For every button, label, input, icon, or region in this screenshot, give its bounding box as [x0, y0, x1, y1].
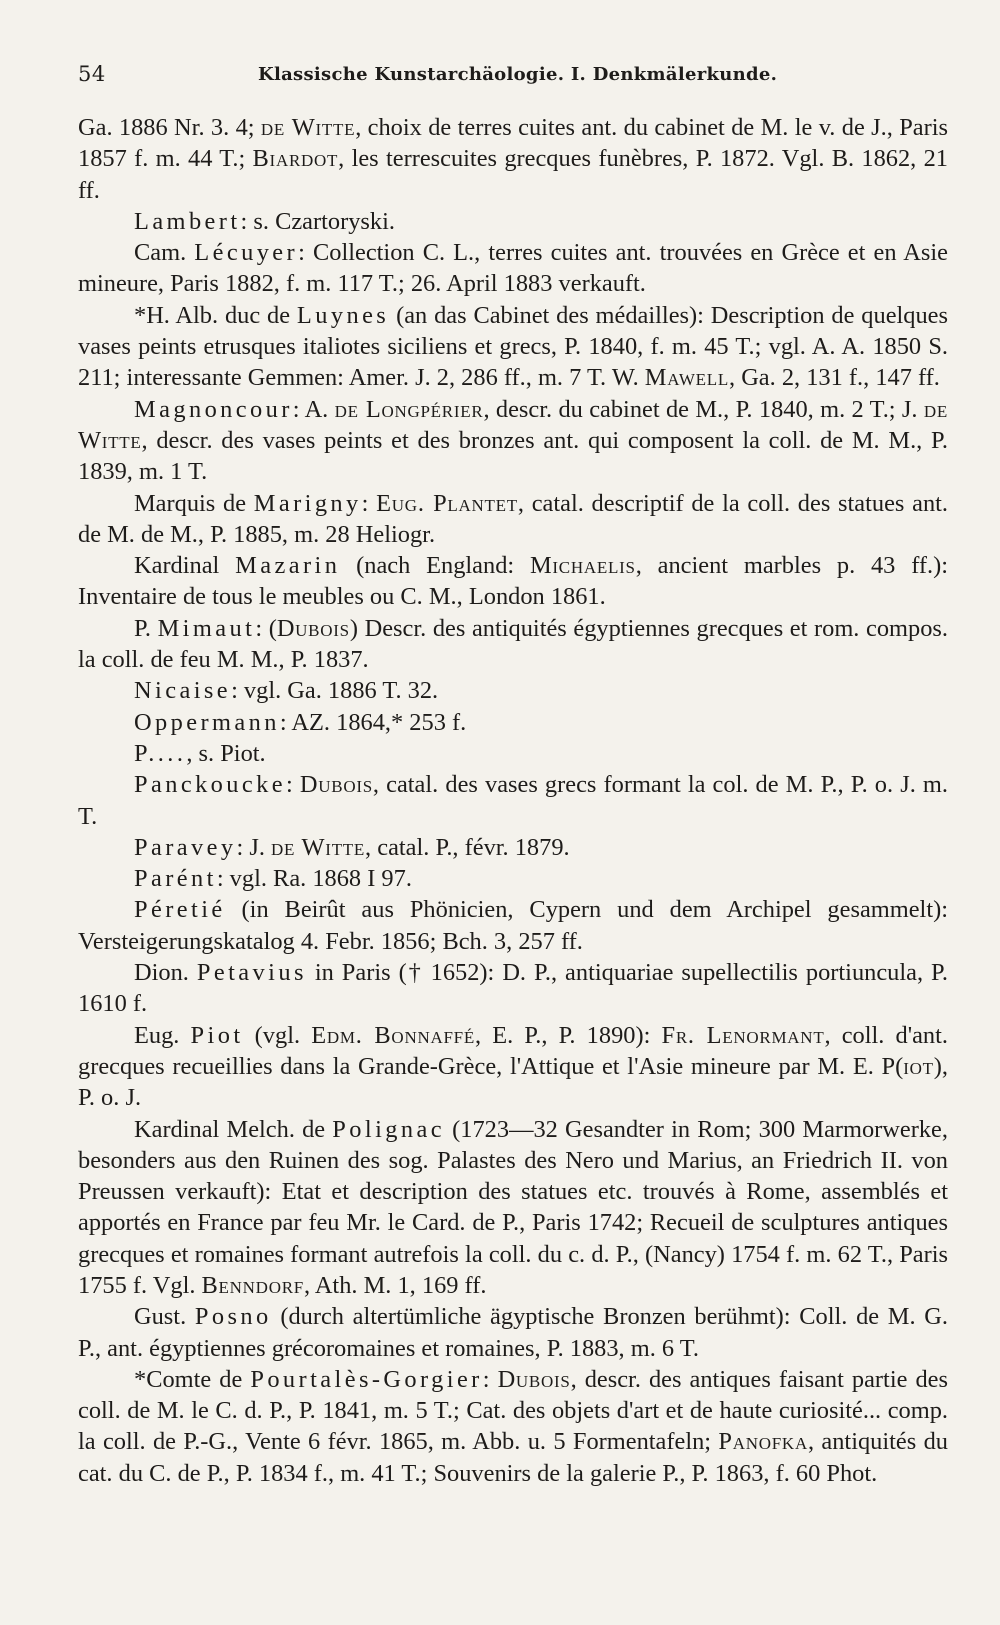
- entry-text: :: [286, 771, 300, 799]
- author-name: de Witte: [271, 833, 366, 861]
- collector-name: Posno: [194, 1303, 272, 1331]
- collection-entry: [78, 1020, 948, 1114]
- author-name: de Witte: [260, 114, 356, 141]
- entry-text: ) Descr. des antiquités égyptiennes grecques et rom. compos. la coll. de feu M. M., P. 1837.: [78, 614, 948, 674]
- collector-name: Polignac: [332, 1115, 445, 1143]
- collection-entry: [78, 112, 948, 206]
- collector-name: Marigny: [253, 489, 362, 517]
- collection-entry: [78, 206, 948, 237]
- entry-text: , ancient marbles p. 43 ff.): Inventaire de tous le meubles ou C. M., London 1861.: [78, 552, 948, 611]
- collector-name: Mazarin: [235, 552, 341, 580]
- collector-name: Lécuyer: [194, 239, 299, 267]
- entry-text: : vgl. Ra. 1868 I 97.: [216, 865, 412, 893]
- collector-name: Pourtalès-Gorgier: [250, 1365, 483, 1393]
- author-name: Eug. Plantet: [376, 489, 518, 517]
- collector-name: Piot: [190, 1021, 244, 1049]
- entry-text: , choix de terres cuites ant. du cabinet de M. le v. de J., Paris 1857 f. m. 44 T.;: [78, 114, 948, 173]
- author-name: Panofka: [718, 1428, 808, 1456]
- entry-text: : Collection C. L., terres cuites ant. trouvées en Grèce et en Asie mineure, Paris 1882, f. m. 117 T.; 26. April 1883 verkauft.: [78, 239, 948, 298]
- entry-text: Cam.: [134, 239, 195, 267]
- collection-entry: [78, 550, 948, 613]
- running-header: [78, 54, 948, 94]
- entry-text: (nach England:: [340, 552, 530, 580]
- entry-text: Kardinal Melch. de: [134, 1115, 333, 1143]
- author-name: Dubois: [276, 614, 350, 642]
- entry-text: (1723—32 Gesandter in Rom; 300 Marmorwerke, besonders aus den Ruinen des sog. Palastes des Nero und Marius, an Friedrich II. von Preussen verkauft): Etat et description des statues etc. trouvés à Rome, assemblés et apportés en France par feu Mr. le Card. de P., Paris 1742; Recueil de sculptures antiques grecques et romaines formant autrefois la coll. du c. d. P., (Nancy) 1754 f. m. 62 T., Paris 1755 f. Vgl.: [78, 1115, 948, 1299]
- entry-text: , descr. des antiques faisant partie des coll. de M. le C. d. P., P. 1841, m. 5 T.; Cat. des objets d'art et de haute curiosité... comp. la coll. de P.-G., Vente 6 févr. 1865, m. Abb. u. 5 Formentafeln;: [78, 1365, 948, 1456]
- running-title: Klassische Kunstarchäologie. I. Denkmälerkunde.: [258, 64, 778, 85]
- entry-text: , E. P., P. 1890):: [474, 1021, 662, 1049]
- author-name: Biardot: [252, 145, 339, 173]
- entry-text: Kardinal: [134, 552, 236, 580]
- entry-text: Eug.: [134, 1021, 191, 1049]
- entry-text: : (: [255, 614, 277, 642]
- entry-text: , coll. d'ant. grecques recueillies dans la Grande-Grèce, l'Attique et l'Asie mineure par M. E. P(: [78, 1021, 948, 1080]
- collection-entry: [78, 300, 948, 394]
- entry-text: , Ga. 2, 131 f., 147 ff.: [729, 364, 940, 392]
- collection-entry: [78, 1114, 948, 1302]
- entry-text: : J.: [236, 833, 272, 861]
- entry-text: (in Beirût aus Phönicien, Cypern und dem Archipel gesammelt): Versteigerungskatalog 4. Febr. 1856; Bch. 3, 257 ff.: [78, 896, 948, 955]
- collector-name: Lambert: [134, 207, 241, 235]
- entry-text: , descr. des vases peints et des bronzes ant. qui composent la coll. de M. M., P. 1839, m. 1 T.: [78, 426, 948, 486]
- collection-entry: [78, 738, 948, 769]
- author-name: Dubois: [497, 1365, 571, 1393]
- collection-entry: [78, 769, 948, 832]
- collection-entry: [78, 832, 948, 863]
- collector-name: Paravey: [134, 833, 237, 861]
- entry-text: : AZ. 1864,* 253 f.: [279, 708, 467, 736]
- author-name: de Longpérier: [334, 395, 484, 423]
- author-name: iot: [903, 1052, 934, 1080]
- collector-name: P....: [134, 739, 187, 767]
- collection-entry: [78, 613, 948, 676]
- entry-text: (an das Cabinet des médailles): Description de quelques vases peints etrusques italiotes siciliens et grecs, P. 1840, f. m. 45 T.; vgl. A. A. 1850 S. 211; interessante Gemmen: Amer. J. 2, 286 ff., m. 7 T. W.: [78, 301, 949, 392]
- collector-name: Nicaise: [134, 677, 232, 705]
- entry-text: Ga. 1886 Nr. 3. 4;: [78, 114, 261, 141]
- author-name: Mawell: [644, 364, 729, 392]
- entry-text: : s. Czartoryski.: [240, 207, 395, 235]
- collector-name: Panckoucke: [134, 771, 287, 799]
- collection-entries: [78, 112, 948, 1489]
- collection-entry: [78, 894, 948, 957]
- collection-entry: [78, 1364, 948, 1489]
- entry-text: , catal. descriptif de la coll. des statues ant. de M. de M., P. 1885, m. 28 Heliogr.: [78, 489, 949, 548]
- entry-text: *Comte de: [134, 1365, 251, 1393]
- collection-entry: [78, 237, 948, 300]
- entry-text: ), P. o. J.: [78, 1052, 948, 1112]
- entry-text: in Paris († 1652): D. P., antiquariae supellectilis portiuncula, P. 1610 f.: [78, 959, 948, 1018]
- collection-entry: [78, 488, 948, 551]
- entry-text: (vgl.: [243, 1021, 312, 1049]
- entry-text: :: [361, 489, 377, 517]
- collector-name: Péretié: [134, 896, 226, 924]
- collector-name: Magnoncour: [134, 395, 293, 423]
- collector-name: Luynes: [296, 301, 390, 329]
- entry-text: (durch altertümliche ägyptische Bronzen berühmt): Coll. de M. G. P., ant. égyptiennes grécoromaines et romaines, P. 1883, m. 6 T.: [78, 1303, 949, 1362]
- entry-text: , Ath. M. 1, 169 ff.: [303, 1271, 487, 1299]
- entry-text: Marquis de: [134, 489, 254, 517]
- entry-text: Gust.: [134, 1303, 195, 1331]
- page-number: 54: [78, 62, 106, 86]
- entry-text: , catal. des vases grecs formant la col. de M. P., P. o. J. m. T.: [78, 771, 948, 830]
- author-name: Edm. Bonnaffé: [311, 1021, 475, 1049]
- collection-entry: [78, 707, 948, 738]
- entry-text: P.: [134, 614, 158, 642]
- entry-text: : A.: [292, 395, 335, 423]
- author-name: Michaelis: [530, 552, 636, 580]
- entry-text: Dion.: [134, 959, 197, 987]
- entry-text: , descr. du cabinet de M., P. 1840, m. 2 T.; J.: [483, 395, 924, 423]
- author-name: Fr. Lenormant: [661, 1021, 825, 1049]
- collection-entry: [78, 675, 948, 706]
- collection-entry: [78, 1301, 948, 1364]
- collector-name: Oppermann: [134, 708, 280, 736]
- collection-entry: [78, 394, 948, 488]
- collector-name: Mimaut: [157, 614, 256, 642]
- collector-name: Parént: [134, 865, 217, 893]
- entry-text: , antiquités du cat. du C. de P., P. 1834 f., m. 41 T.; Souvenirs de la galerie P., P. 1863, f. 60 Phot.: [78, 1428, 948, 1487]
- author-name: Benndorf: [201, 1271, 304, 1299]
- entry-text: : vgl. Ga. 1886 T. 32.: [231, 677, 439, 705]
- entry-text: , s. Piot.: [186, 739, 266, 767]
- entry-text: , catal. P., févr. 1879.: [365, 833, 570, 861]
- entry-text: , les terrescuites grecques funèbres, P. 1872. Vgl. B. 1862, 21 ff.: [78, 145, 948, 204]
- entry-text: :: [482, 1365, 498, 1393]
- author-name: de Witte: [78, 395, 948, 454]
- collector-name: Petavius: [196, 959, 307, 987]
- collection-entry: [78, 957, 948, 1020]
- collection-entry: [78, 863, 948, 894]
- entry-text: *H. Alb. duc de: [134, 301, 297, 329]
- author-name: Dubois: [299, 771, 373, 799]
